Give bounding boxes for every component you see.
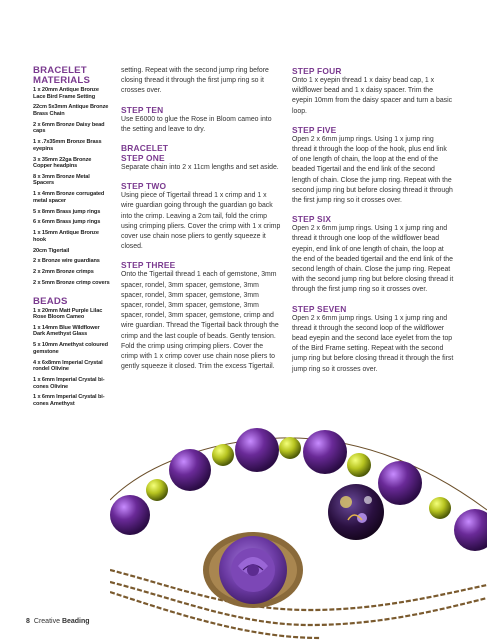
material-item: 6 x 6mm Brass jump rings xyxy=(33,219,101,226)
material-item: 1 x .7x35mm Bronze Brass eyepins xyxy=(33,139,102,152)
material-item: 1 x 4mm Bronze corrugated metal spacer xyxy=(33,191,105,204)
bead-item: 1 x 14mm Blue Wildflower Dark Amethyst Glass xyxy=(33,324,100,338)
material-item: 1 x 20mm Antique Bronze Lace Bird Frame Setting xyxy=(33,87,99,100)
wildflower-bead xyxy=(328,484,384,540)
material-item: 22cm 5x3mm Antique Bronze Brass Chain xyxy=(33,104,109,117)
step-five-text: Open 2 x 6mm jump rings. Using 1 x jump ring thread it through the loop of the hook, plus end link of one length of chain, the loop at the end of the beaded Tigertail and the end link of the second length of chain. Close the jump ring. Repeat with the second jump ring but before closing thread it through the first jump ring so it crosses over. xyxy=(292,135,453,205)
step-two-heading: STEP TWO xyxy=(121,181,167,192)
step-three-text: Onto the Tigertail thread 1 each of gemstone, 3mm spacer, rondel, 3mm spacer, gemstone, 3mm spacer, rondel, 3mm spacer, gemstone, 3mm spacer, rondel, 3mm spacer, gemstone, 3mm spacer, rondel, 3mm spacer, gemstone, crimp and wire guardian. Thread the Tigertail back through the crimp and the last couple of beads. Gently tension. Fold the crimp using crimping pliers. Cover the crimp with 1 x crimp cover use chain nose pliers to gently squeeze it closed. Trim the excess Tigertail. xyxy=(121,271,279,371)
material-item: 2 x Bronze wire guardians xyxy=(33,258,100,265)
instructions-column-right xyxy=(292,66,454,383)
material-item: 1 x 15mm Antique Bronze hook xyxy=(33,230,99,243)
magazine-name-light: Creative xyxy=(33,618,60,625)
beads-heading: BEADS xyxy=(33,295,68,307)
material-item: 8 x 3mm Bronze Metal Spacers xyxy=(33,173,90,187)
continued-text: setting. Repeat with the second jump ring before closing thread it through the first jump ring so it crosses over. xyxy=(121,67,269,95)
step-six-heading: STEP SIX xyxy=(292,214,332,225)
rose-cameo-setting xyxy=(203,532,303,608)
step-four-text: Onto 1 x eyepin thread 1 x daisy bead cap, 1 x wildflower bead and 1 x daisy spacer. Trim the eyepin 10mm from the daisy spacer and turn a basic loop. xyxy=(292,77,453,115)
material-item: 5 x 8mm Brass jump rings xyxy=(33,208,101,215)
material-item: 2 x 5mm Bronze crimp covers xyxy=(33,279,110,286)
step-six-text: Open 2 x 6mm jump rings. Using 1 x jump ring and thread it through one loop of the wildflower bead eyepin, end link of one length of chain, the loop at the end of the beaded tigertail and the end link of the second length of chain. Close the jump ring. Repeat with the second jump ring but before closing thread it through the first jump ring so it crosses over. xyxy=(292,225,454,294)
step-one-text: Separate chain into 2 x 11cm lengths and set aside. xyxy=(121,164,279,172)
material-item: 20cm Tigertail xyxy=(33,247,70,254)
bracelet-heading: BRACELET xyxy=(121,143,169,154)
material-item: 3 x 35mm 22ga Bronze Copper headpins xyxy=(33,156,92,170)
instructions-column-middle xyxy=(121,66,281,380)
page-footer xyxy=(26,618,90,625)
materials-column xyxy=(33,66,111,412)
bead-item: 4 x 6x8mm Imperial Crystal rondel Olivine xyxy=(33,359,103,373)
step-four-heading: STEP FOUR xyxy=(292,66,342,76)
step-seven-heading: STEP SEVEN xyxy=(292,303,347,314)
step-ten-text: Use E6000 to glue the Rose in Bloom cameo into the setting and leave to dry. xyxy=(121,115,272,133)
bead-item: 1 x 20mm Matt Purple Lilac Rose Bloom Cameo xyxy=(33,307,103,321)
bead-strand xyxy=(110,428,487,551)
bead-item: 5 x 10mm Amethyst coloured gemstone xyxy=(33,342,108,355)
material-item: 2 x 2mm Bronze crimps xyxy=(33,269,94,276)
material-item: 2 x 6mm Bronze Daisy bead caps xyxy=(33,121,105,135)
bead-item: 1 x 6mm Imperial Crystal bi-cones Amethyst xyxy=(33,394,105,407)
materials-heading: BRACELET MATERIALS xyxy=(33,65,91,86)
bracelet-photo xyxy=(110,420,487,640)
step-five-heading: STEP FIVE xyxy=(292,124,337,135)
magazine-name-bold: Beading xyxy=(61,618,90,625)
step-one-heading: STEP ONE xyxy=(121,153,165,164)
beads-list xyxy=(33,308,111,408)
step-three-heading: STEP THREE xyxy=(121,260,176,271)
materials-list xyxy=(33,87,111,287)
step-ten-heading: STEP TEN xyxy=(121,104,164,115)
step-seven-text: Open 2 x 6mm jump rings. Using 1 x jump ring and thread it through the second loop of the wildflower bead eyepin and the second lace eyelet from the top of the Bird Frame setting. Repeat with the second jump ring but before closing thread it through the first jump ring so it crosses over. xyxy=(292,314,454,373)
bead-item: 1 x 6mm Imperial Crystal bi-cones Olivine xyxy=(33,377,105,390)
page-number: 8 xyxy=(26,618,30,625)
step-two-text: Using piece of Tigertail thread 1 x crimp and 1 x wire guardian going through the guardian go back into the crimp. Leaving a 2cm tail, fold the crimp using crimping pliers. Cover the crimp with 1 x crimp cover use chain nose pliers to gently squeeze it closed. xyxy=(121,192,281,251)
